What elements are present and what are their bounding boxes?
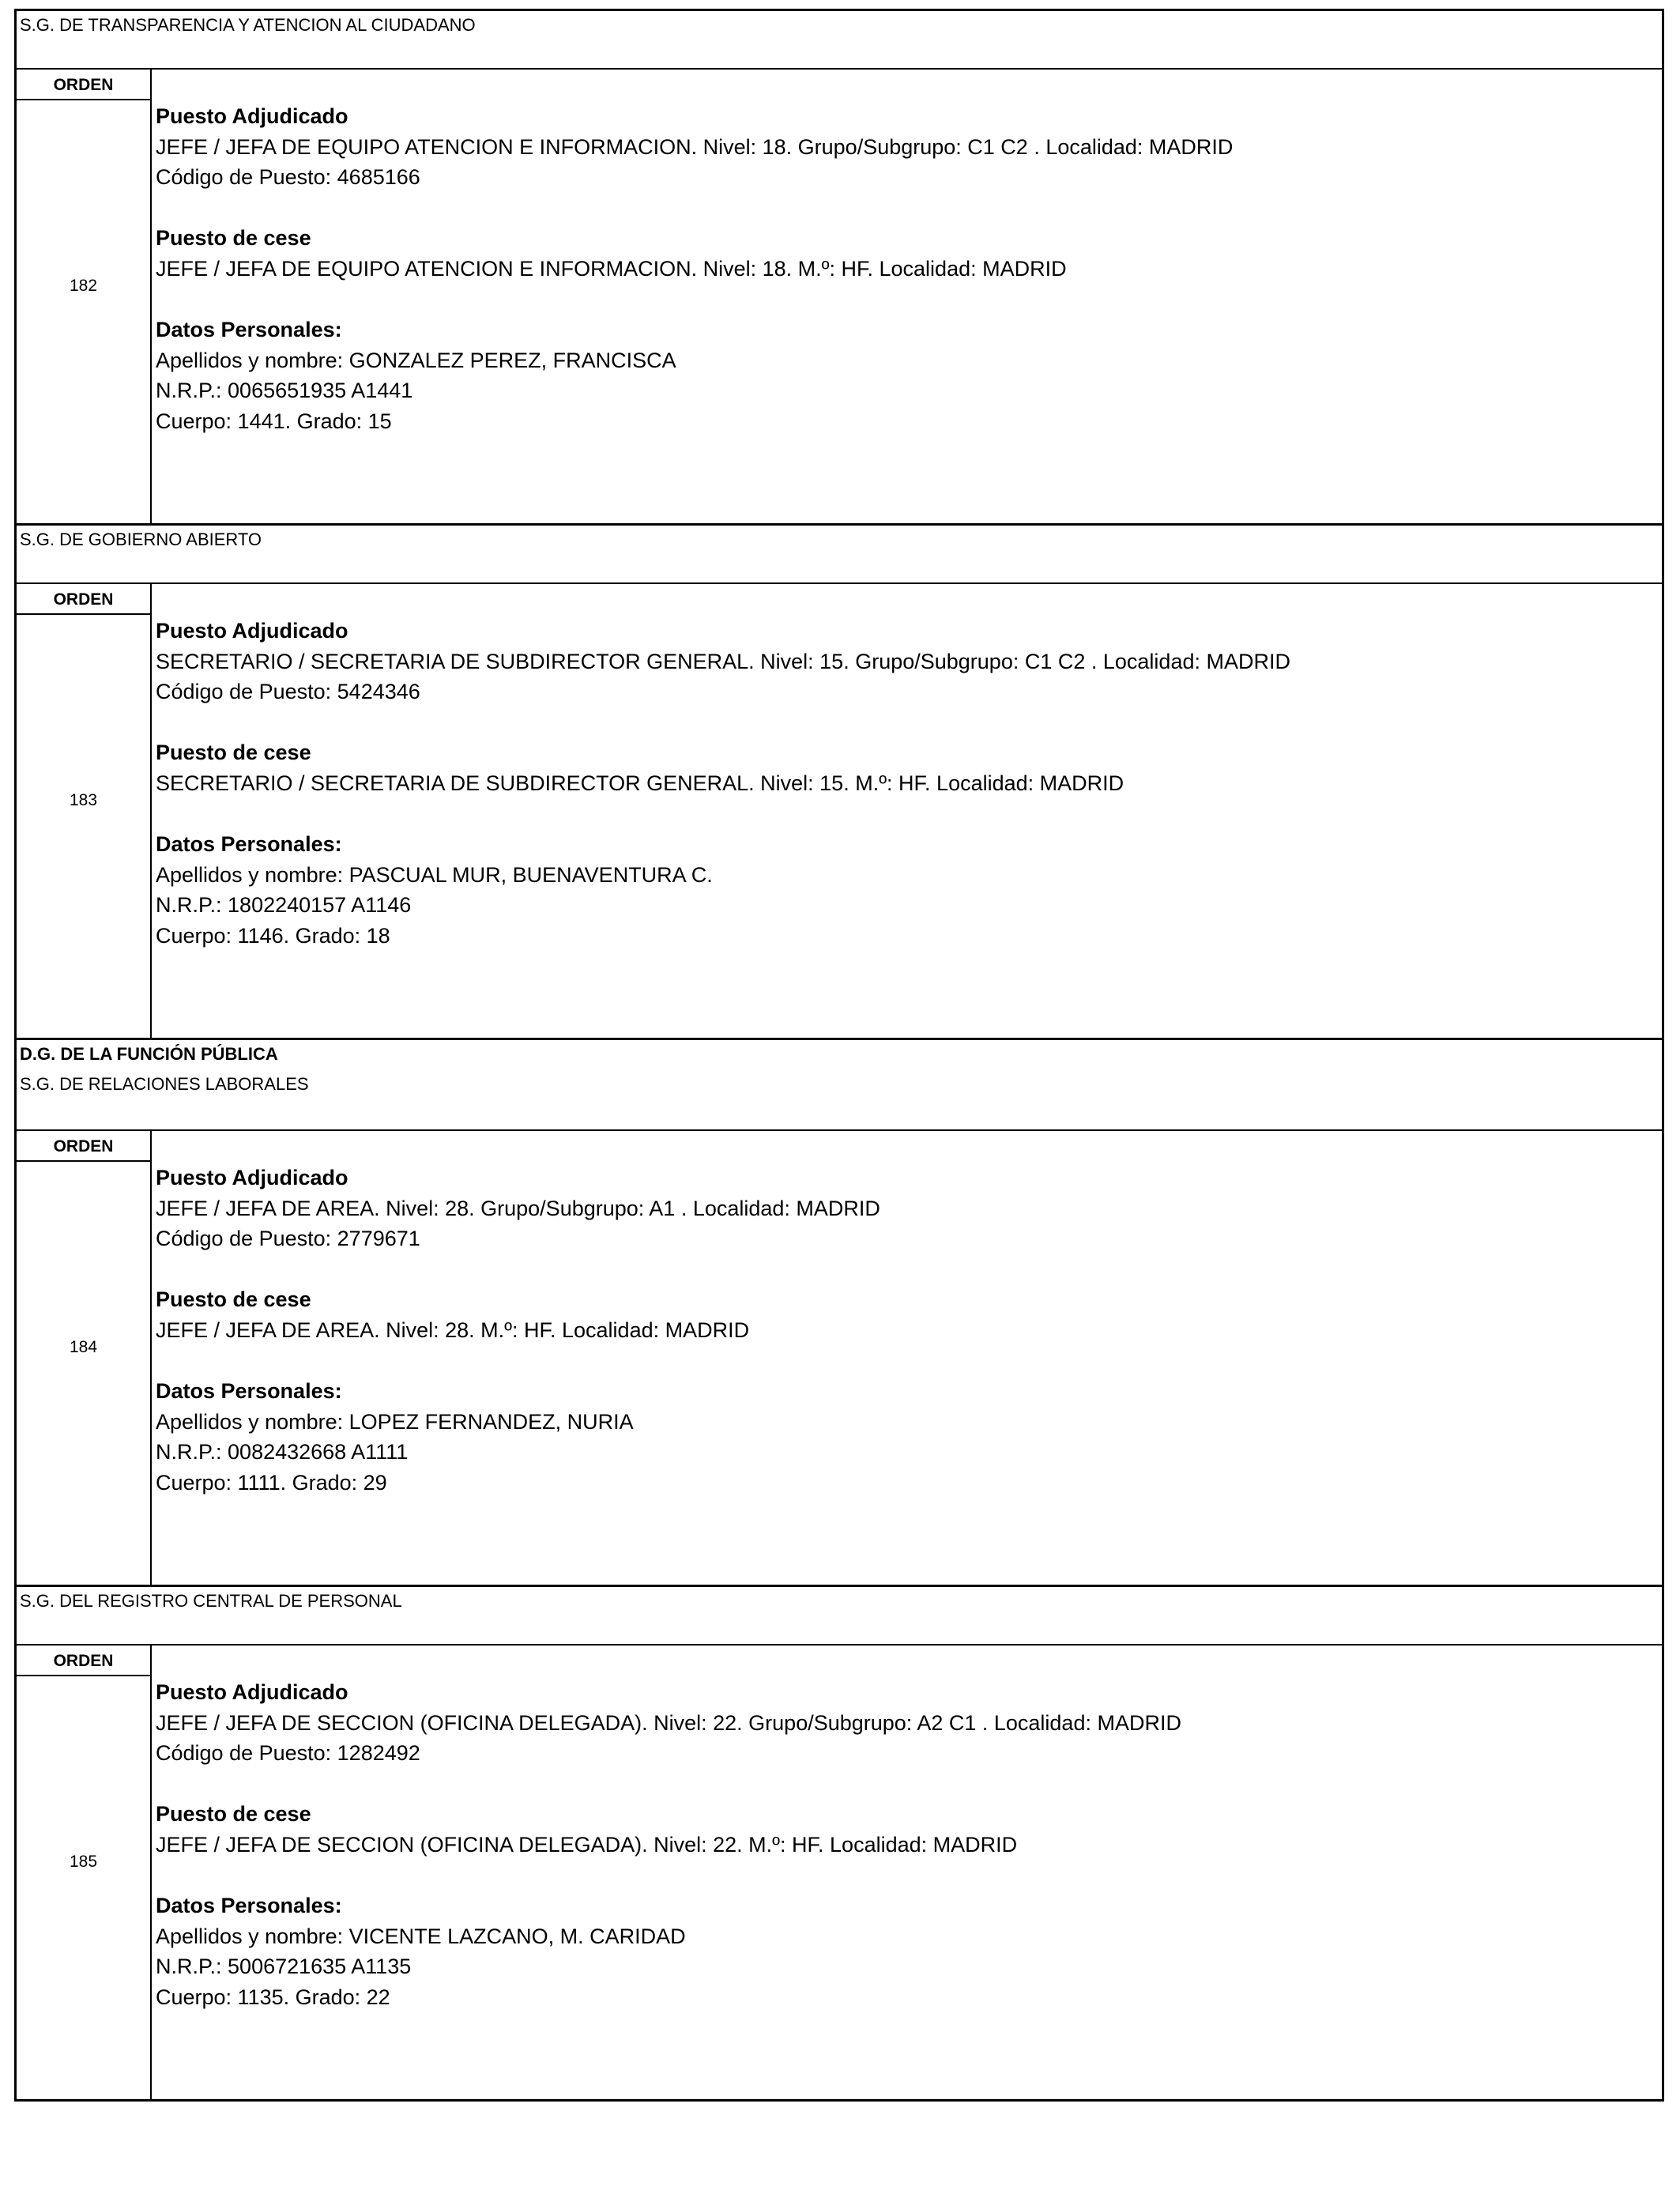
spacer [156,1254,1656,1285]
codigo-puesto: Código de Puesto: 4685166 [156,165,420,190]
apellidos-nombre: Apellidos y nombre: GONZALEZ PEREZ, FRANCISCA [156,348,676,372]
record-content [156,101,1656,437]
orden-number: 185 [69,1853,98,1871]
subdirectorate-title: S.G. DE GOBIERNO ABIERTO [20,530,262,549]
section-block [17,1040,1662,1587]
datos-personales-heading: Datos Personales: [156,318,342,342]
section-header [17,1587,1662,1646]
orden-label: ORDEN [17,70,150,100]
orden-column [17,1131,152,1585]
record-content [156,1163,1656,1498]
nrp: N.R.P.: 1802240157 A1146 [156,893,412,918]
puesto-cese-text: JEFE / JEFA DE EQUIPO ATENCION E INFORMACION. Nivel: 18. M.º: HF. Localidad: MADRID [156,256,1067,281]
section-block [17,11,1662,526]
record-content [156,1677,1656,2013]
puesto-cese-text: JEFE / JEFA DE AREA. Nivel: 28. M.º: HF. Localidad: MADRID [156,1318,750,1342]
section-header [17,526,1662,584]
apellidos-nombre: Apellidos y nombre: VICENTE LAZCANO, M. CARIDAD [156,1924,686,1948]
datos-personales-heading: Datos Personales: [156,832,342,857]
spacer [156,1346,1656,1377]
puesto-adjudicado-heading: Puesto Adjudicado [156,619,348,643]
nrp: N.R.P.: 0065651935 A1441 [156,379,413,403]
apellidos-nombre: Apellidos y nombre: LOPEZ FERNANDEZ, NURIA [156,1409,634,1434]
puesto-adjudicado-heading: Puesto Adjudicado [156,1166,348,1189]
section-block [17,1587,1662,2102]
spacer [156,193,1656,224]
spacer [156,799,1656,830]
section-header [17,11,1662,70]
record-row [17,1131,1662,1587]
section-header [17,1040,1662,1131]
apellidos-nombre: Apellidos y nombre: PASCUAL MUR, BUENAVENTURA C. [156,862,713,887]
orden-column [17,1646,152,2099]
subdirectorate-title: S.G. DE RELACIONES LABORALES [20,1074,309,1094]
orden-number: 182 [69,277,98,295]
cuerpo-grado: Cuerpo: 1111. Grado: 29 [156,1470,387,1495]
record-row [17,584,1662,1040]
nrp: N.R.P.: 0082432668 A1111 [156,1440,409,1465]
spacer [156,707,1656,738]
subdirectorate-title: S.G. DE TRANSPARENCIA Y ATENCION AL CIUDADANO [20,15,476,35]
puesto-cese-heading: Puesto de cese [156,741,311,765]
puesto-adjudicado-text: SECRETARIO / SECRETARIA DE SUBDIRECTOR GENERAL. Nivel: 15. Grupo/Subgrupo: C1 C2 . Localidad: MADRID [156,649,1290,673]
puesto-adjudicado-text: JEFE / JEFA DE AREA. Nivel: 28. Grupo/Subgrupo: A1 . Localidad: MADRID [156,1196,880,1220]
spacer [156,285,1656,315]
codigo-puesto: Código de Puesto: 5424346 [156,680,420,704]
codigo-puesto: Código de Puesto: 1282492 [156,1741,420,1766]
puesto-adjudicado-text: JEFE / JEFA DE SECCION (OFICINA DELEGADA). Nivel: 22. Grupo/Subgrupo: A2 C1 . Localidad: MADRID [156,1710,1181,1735]
section-block [17,526,1662,1040]
record-row [17,1646,1662,2102]
cuerpo-grado: Cuerpo: 1135. Grado: 22 [156,1985,390,2009]
orden-number: 184 [69,1338,98,1356]
subdirectorate-title: S.G. DEL REGISTRO CENTRAL DE PERSONAL [20,1591,402,1611]
nrp: N.R.P.: 5006721635 A1135 [156,1955,412,1979]
orden-column [17,584,152,1038]
directorate-title: D.G. DE LA FUNCIÓN PÚBLICA [20,1044,278,1064]
puesto-cese-heading: Puesto de cese [156,1287,311,1312]
orden-label: ORDEN [17,1131,150,1162]
orden-number: 183 [69,791,98,809]
puesto-adjudicado-heading: Puesto Adjudicado [156,1680,348,1704]
document-table [14,9,1664,2102]
puesto-cese-text: JEFE / JEFA DE SECCION (OFICINA DELEGADA). Nivel: 22. M.º: HF. Localidad: MADRID [156,1832,1018,1857]
orden-label: ORDEN [17,1646,150,1676]
puesto-cese-heading: Puesto de cese [156,226,311,251]
datos-personales-heading: Datos Personales: [156,1894,342,1918]
cuerpo-grado: Cuerpo: 1146. Grado: 18 [156,923,390,948]
puesto-adjudicado-text: JEFE / JEFA DE EQUIPO ATENCION E INFORMACION. Nivel: 18. Grupo/Subgrupo: C1 C2 . Localidad: MADRID [156,134,1234,159]
cuerpo-grado: Cuerpo: 1441. Grado: 15 [156,409,392,433]
datos-personales-heading: Datos Personales: [156,1379,342,1404]
record-row [17,70,1662,526]
puesto-cese-heading: Puesto de cese [156,1802,311,1826]
puesto-adjudicado-heading: Puesto Adjudicado [156,104,348,128]
codigo-puesto: Código de Puesto: 2779671 [156,1227,420,1251]
puesto-cese-text: SECRETARIO / SECRETARIA DE SUBDIRECTOR GENERAL. Nivel: 15. M.º: HF. Localidad: MADRID [156,771,1124,795]
spacer [156,1860,1656,1891]
orden-label: ORDEN [17,584,150,615]
spacer [156,1769,1656,1800]
record-content [156,616,1656,952]
orden-column [17,70,152,523]
